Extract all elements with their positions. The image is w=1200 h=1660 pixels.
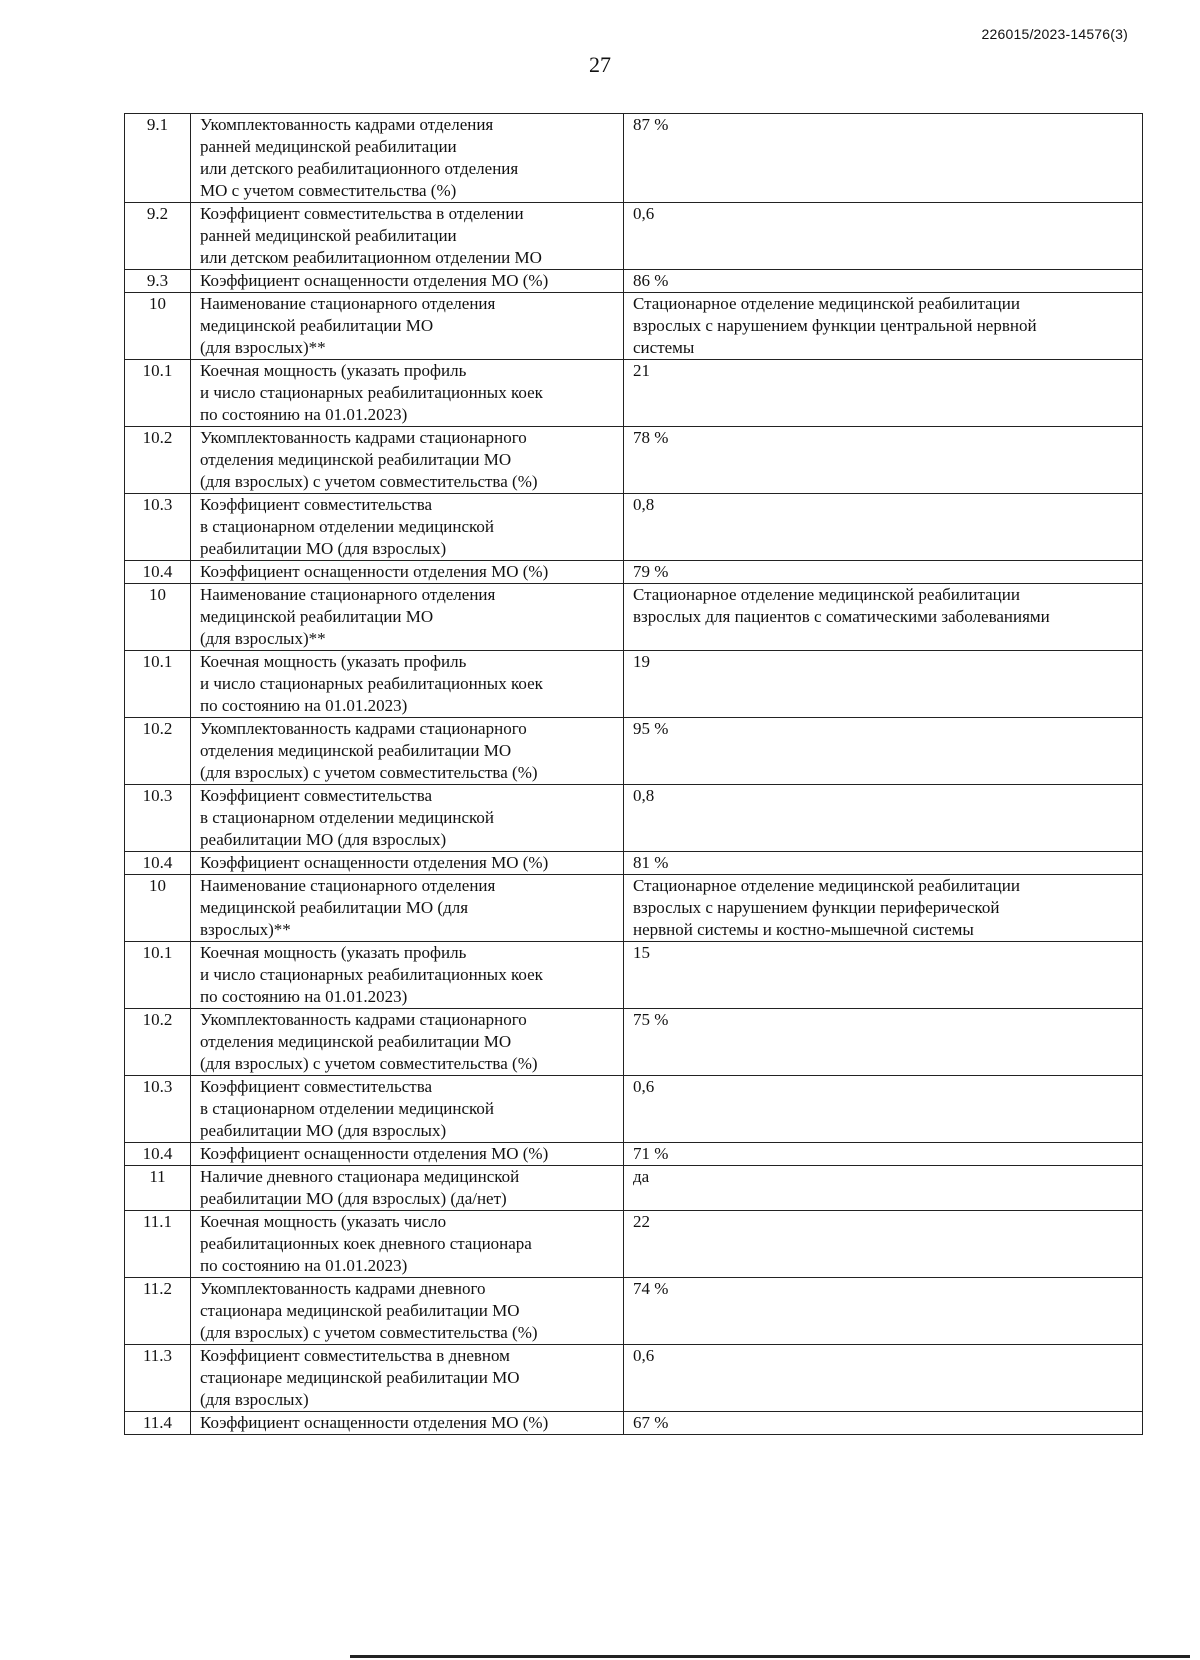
row-number: 11.1 <box>125 1211 191 1278</box>
indicator-value: 86 % <box>624 270 1143 293</box>
indicator-label: Коэффициент оснащенности отделения МО (%) <box>191 270 624 293</box>
indicator-value: 0,6 <box>624 1076 1143 1143</box>
row-number: 10.1 <box>125 651 191 718</box>
page-number: 27 <box>589 52 611 77</box>
indicator-value: да <box>624 1166 1143 1211</box>
row-number: 10.1 <box>125 360 191 427</box>
indicators-table-body <box>125 114 1143 1435</box>
table-row <box>125 114 1143 203</box>
row-number: 10.4 <box>125 561 191 584</box>
row-number: 10.2 <box>125 718 191 785</box>
indicator-label: Укомплектованность кадрами стационарного отделения медицинской реабилитации МО (для взрослых) с учетом совместительства (%) <box>191 1009 624 1076</box>
table-row <box>125 1076 1143 1143</box>
indicator-value: Стационарное отделение медицинской реабилитации взрослых с нарушением функции периферической нервной системы и костно-мышечной системы <box>624 875 1143 942</box>
indicator-value: 22 <box>624 1211 1143 1278</box>
indicator-label: Коечная мощность (указать профиль и число стационарных реабилитационных коек по состоянию на 01.01.2023) <box>191 360 624 427</box>
table-row <box>125 561 1143 584</box>
bottom-rule <box>350 1655 1190 1658</box>
table-row <box>125 1166 1143 1211</box>
indicator-label: Укомплектованность кадрами стационарного отделения медицинской реабилитации МО (для взрослых) с учетом совместительства (%) <box>191 427 624 494</box>
row-number: 10.3 <box>125 785 191 852</box>
row-number: 9.2 <box>125 203 191 270</box>
indicator-value: 74 % <box>624 1278 1143 1345</box>
indicator-label: Коечная мощность (указать число реабилитационных коек дневного стационара по состоянию на 01.01.2023) <box>191 1211 624 1278</box>
row-number: 10 <box>125 875 191 942</box>
table-row <box>125 1278 1143 1345</box>
table-row <box>125 1412 1143 1435</box>
table-row <box>125 584 1143 651</box>
table-row <box>125 1345 1143 1412</box>
indicator-value: 15 <box>624 942 1143 1009</box>
table-row <box>125 360 1143 427</box>
indicator-label: Коечная мощность (указать профиль и число стационарных реабилитационных коек по состоянию на 01.01.2023) <box>191 942 624 1009</box>
indicator-value: 67 % <box>624 1412 1143 1435</box>
indicator-value: 21 <box>624 360 1143 427</box>
indicator-value: 95 % <box>624 718 1143 785</box>
indicator-value: 0,6 <box>624 1345 1143 1412</box>
indicator-label: Наименование стационарного отделения медицинской реабилитации МО (для взрослых)** <box>191 875 624 942</box>
table-row <box>125 203 1143 270</box>
indicator-value: Стационарное отделение медицинской реабилитации взрослых для пациентов с соматическими заболеваниями <box>624 584 1143 651</box>
indicator-label: Наименование стационарного отделения медицинской реабилитации МО (для взрослых)** <box>191 293 624 360</box>
row-number: 10.2 <box>125 427 191 494</box>
row-number: 9.1 <box>125 114 191 203</box>
row-number: 11.2 <box>125 1278 191 1345</box>
table-row <box>125 1211 1143 1278</box>
row-number: 10 <box>125 584 191 651</box>
table-row <box>125 942 1143 1009</box>
indicator-label: Укомплектованность кадрами дневного стационара медицинской реабилитации МО (для взрослых) с учетом совместительства (%) <box>191 1278 624 1345</box>
indicator-label: Наименование стационарного отделения медицинской реабилитации МО (для взрослых)** <box>191 584 624 651</box>
indicator-value: Стационарное отделение медицинской реабилитации взрослых с нарушением функции центральной нервной системы <box>624 293 1143 360</box>
indicator-label: Коэффициент оснащенности отделения МО (%) <box>191 1412 624 1435</box>
row-number: 10.1 <box>125 942 191 1009</box>
indicator-value: 87 % <box>624 114 1143 203</box>
row-number: 11.3 <box>125 1345 191 1412</box>
row-number: 10.2 <box>125 1009 191 1076</box>
table-row <box>125 427 1143 494</box>
row-number: 10.4 <box>125 1143 191 1166</box>
indicator-label: Коечная мощность (указать профиль и число стационарных реабилитационных коек по состоянию на 01.01.2023) <box>191 651 624 718</box>
indicator-label: Коэффициент совместительства в отделении ранней медицинской реабилитации или детском реабилитационном отделении МО <box>191 203 624 270</box>
indicator-label: Наличие дневного стационара медицинской реабилитации МО (для взрослых) (да/нет) <box>191 1166 624 1211</box>
table-row <box>125 1143 1143 1166</box>
row-number: 9.3 <box>125 270 191 293</box>
indicator-value: 0,8 <box>624 785 1143 852</box>
indicator-value: 0,8 <box>624 494 1143 561</box>
indicator-value: 78 % <box>624 427 1143 494</box>
indicator-label: Коэффициент оснащенности отделения МО (%) <box>191 852 624 875</box>
indicator-value: 75 % <box>624 1009 1143 1076</box>
indicator-value: 71 % <box>624 1143 1143 1166</box>
table-row <box>125 651 1143 718</box>
indicator-label: Коэффициент совместительства в стационарном отделении медицинской реабилитации МО (для взрослых) <box>191 494 624 561</box>
row-number: 11 <box>125 1166 191 1211</box>
indicators-table <box>124 113 1143 1435</box>
table-row <box>125 875 1143 942</box>
table-row <box>125 718 1143 785</box>
indicator-label: Коэффициент совместительства в стационарном отделении медицинской реабилитации МО (для взрослых) <box>191 1076 624 1143</box>
row-number: 10.3 <box>125 1076 191 1143</box>
table-row <box>125 293 1143 360</box>
row-number: 10.3 <box>125 494 191 561</box>
indicator-label: Коэффициент совместительства в стационарном отделении медицинской реабилитации МО (для взрослых) <box>191 785 624 852</box>
table-row <box>125 785 1143 852</box>
table-row <box>125 270 1143 293</box>
indicator-label: Коэффициент совместительства в дневном стационаре медицинской реабилитации МО (для взрослых) <box>191 1345 624 1412</box>
table-row <box>125 1009 1143 1076</box>
indicator-value: 79 % <box>624 561 1143 584</box>
table-row <box>125 852 1143 875</box>
document-registration-number: 226015/2023-14576(3) <box>981 26 1128 42</box>
row-number: 11.4 <box>125 1412 191 1435</box>
indicator-label: Коэффициент оснащенности отделения МО (%) <box>191 1143 624 1166</box>
indicator-label: Укомплектованность кадрами отделения ранней медицинской реабилитации или детского реабилитационного отделения МО с учетом совместительства (%) <box>191 114 624 203</box>
row-number: 10.4 <box>125 852 191 875</box>
indicator-label: Коэффициент оснащенности отделения МО (%) <box>191 561 624 584</box>
table-row <box>125 494 1143 561</box>
indicator-value: 81 % <box>624 852 1143 875</box>
indicator-value: 19 <box>624 651 1143 718</box>
row-number: 10 <box>125 293 191 360</box>
indicator-value: 0,6 <box>624 203 1143 270</box>
indicator-label: Укомплектованность кадрами стационарного отделения медицинской реабилитации МО (для взрослых) с учетом совместительства (%) <box>191 718 624 785</box>
